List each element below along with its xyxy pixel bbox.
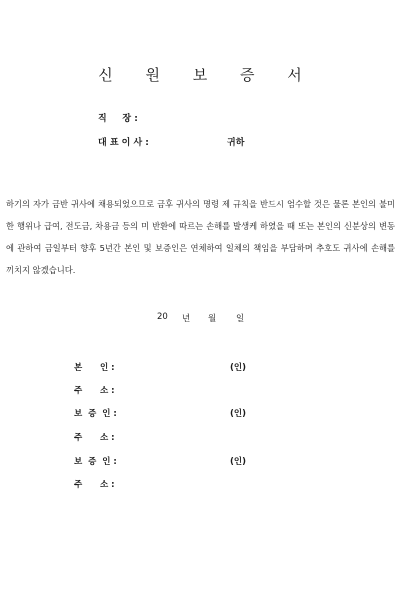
seal-mark: (인) xyxy=(230,457,246,467)
body-paragraph: 하기의 자가 금반 귀사에 채용되었으므로 금후 귀사의 명령 제 규칙을 반드시 엄수할 것은 물론 본인의 불미한 행위나 급여, 전도금, 차용금 등의 미 반환에 따르는 손해를 발생케 하였을 때 또는 본인의 신분상의 변동에 관하여 금일부터 향후 5년간 본인 및 보증인은 연체하여 일체의 책임을 부담하며 추호도 귀사에 손해를 끼치지 않겠습니다. xyxy=(6,199,395,275)
signature-label: 본 인 : xyxy=(74,363,115,373)
signature-label: 보 증 인 : xyxy=(74,457,117,467)
date-year-prefix: 20 xyxy=(157,312,168,322)
date-day: 일 xyxy=(236,314,245,324)
signature-row-address xyxy=(74,384,254,398)
signature-row-address xyxy=(74,478,254,492)
ceo-label: 대 표 이 사 : xyxy=(98,138,149,148)
signature-row-principal xyxy=(74,361,254,375)
honorific: 귀하 xyxy=(227,138,245,148)
date-year: 년 xyxy=(182,314,191,324)
seal-mark: (인) xyxy=(230,363,246,373)
address-label: 주 소 : xyxy=(74,386,115,396)
document-title: 신 원 보 증 서 xyxy=(98,66,316,84)
signature-row-guarantor-1 xyxy=(74,407,254,421)
signature-row-address xyxy=(74,431,254,445)
signature-label: 보 증 인 : xyxy=(74,409,117,419)
seal-mark: (인) xyxy=(230,409,246,419)
address-label: 주 소 : xyxy=(74,480,115,490)
address-label: 주 소 : xyxy=(74,433,115,443)
signature-row-guarantor-2 xyxy=(74,455,254,469)
date-month: 월 xyxy=(208,314,217,324)
workplace-label: 직 장 : xyxy=(98,114,138,124)
